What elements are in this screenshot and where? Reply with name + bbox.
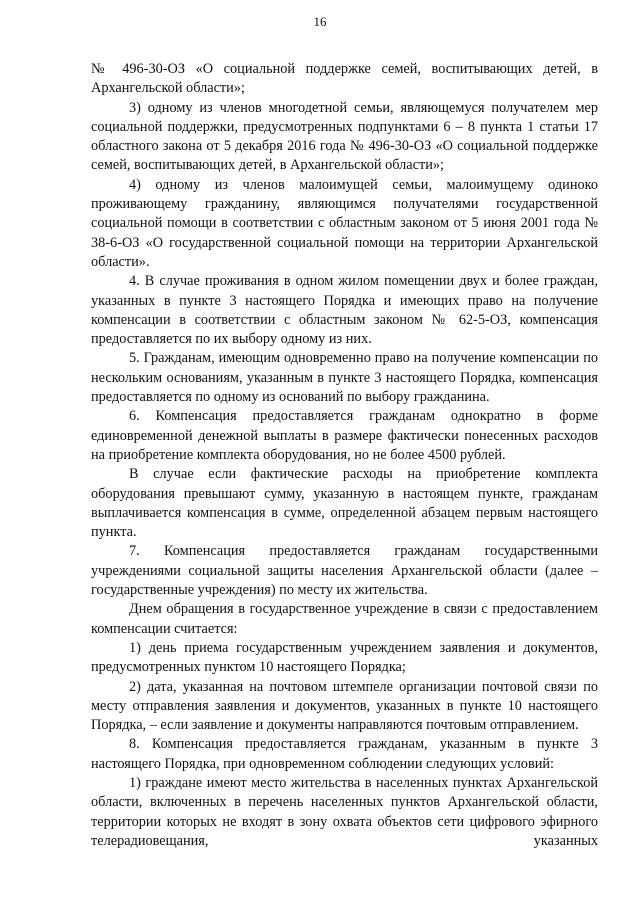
- document-body: [91, 60, 598, 851]
- paragraph: 4) одному из членов малоимущей семьи, малоимущему одиноко проживающему гражданину, являющимся получателями государственной социальной помощи в соответствии с областным законом от 5 июня 2001 года № 38-6-ОЗ «О государственной социальной помощи на территории Архангельской области».: [91, 176, 598, 270]
- paragraph: Днем обращения в государственное учреждение в связи с предоставлением компенсации считается:: [91, 601, 598, 637]
- paragraph: 2) дата, указанная на почтовом штемпеле организации почтовой связи по месту отправления заявления и документов, указанных в пункте 10 настоящего Порядка, – если заявление и документы направляются почтовым отправлением.: [91, 678, 598, 734]
- page-number: 16: [313, 14, 327, 29]
- paragraph: 4. В случае проживания в одном жилом помещении двух и более граждан, указанных в пункте 3 настоящего Порядка и имеющих право на получение компенсации в соответствии с областным законом № 62-5-ОЗ, компенсация предоставляется по их выбору одному из них.: [91, 273, 598, 348]
- paragraph: 5. Гражданам, имеющим одновременно право на получение компенсации по нескольким основаниям, указанным в пункте 3 настоящего Порядка, компенсация предоставляется по одному из оснований по выбору гражданина.: [91, 350, 598, 406]
- paragraph: 6. Компенсация предоставляется гражданам однократно в форме единовременной денежной выплаты в размере фактически понесенных расходов на приобретение комплекта оборудования, но не более 4500 рублей.: [91, 408, 598, 463]
- paragraph: 1) граждане имеют место жительства в населенных пунктах Архангельской области, включенных в перечень населенных пунктов Архангельской области, территории которых не входят в зону охвата объектов сети цифрового эфирного телерадиовещания, указанных: [91, 774, 598, 849]
- paragraph: В случае если фактические расходы на приобретение комплекта оборудования превышают сумму, указанную в настоящем пункте, гражданам выплачивается компенсация в сумме, определенной абзацем первым настоящего пункта.: [91, 466, 598, 541]
- paragraph: 8. Компенсация предоставляется гражданам, указанным в пункте 3 настоящего Порядка, при одновременном соблюдении следующих условий:: [91, 736, 598, 772]
- paragraph: 1) день приема государственным учреждением заявления и документов, предусмотренных пунктом 10 настоящего Порядка;: [91, 639, 598, 676]
- paragraph: № 496-30-ОЗ «О социальной поддержке семей, воспитывающих детей, в Архангельской области»;: [91, 61, 598, 97]
- paragraph: 7. Компенсация предоставляется гражданам государственными учреждениями социальной защиты населения Архангельской области (далее – государственные учреждения) по месту их жительства.: [91, 543, 598, 599]
- paragraph: 3) одному из членов многодетной семьи, являющемуся получателем мер социальной поддержки, предусмотренных подпунктами 6 – 8 пункта 1 статьи 17 областного закона от 5 декабря 2016 года № 496-30-ОЗ «О социальной поддержке семей, воспитывающих детей, в Архангельской области»;: [91, 99, 598, 174]
